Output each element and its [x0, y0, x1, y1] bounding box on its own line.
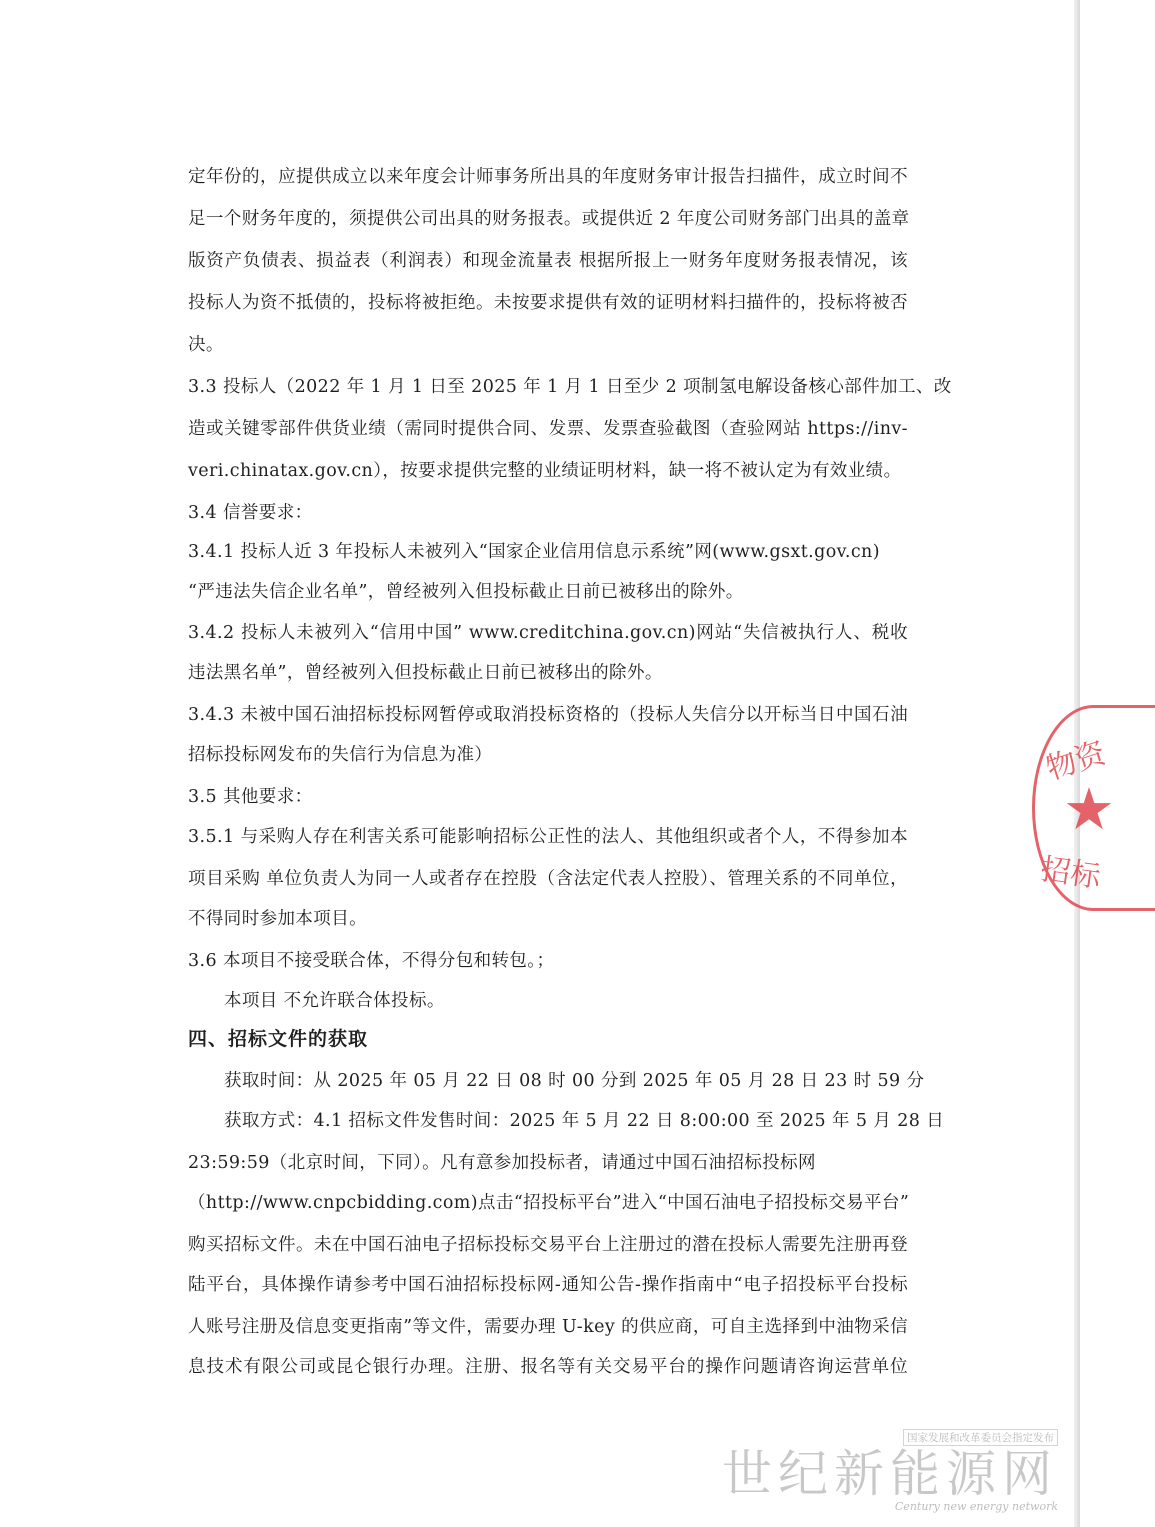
body-line-8: veri.chinatax.gov.cn），按要求提供完整的业绩证明材料，缺一将不被认定为有效业绩。 — [188, 461, 902, 481]
body-line-27: 购买招标文件。未在中国石油电子招标投标交易平台上注册过的潜在投标人需要先注册再登 — [188, 1235, 908, 1255]
red-seal-stamp — [1032, 705, 1155, 911]
body-line-10: 3.4.1 投标人近 3 年投标人未被列入“国家企业信用信息示系统”网(www.gsxt.gov.cn) — [188, 542, 880, 562]
watermark-logo-text: 世纪新能源网 — [722, 1445, 1058, 1503]
body-line-13: 违法黑名单”，曾经被列入但投标截止日前已被移出的除外。 — [188, 663, 663, 683]
watermark-english-text: Century new energy network — [894, 1500, 1058, 1513]
body-line-14: 3.4.3 未被中国石油招标投标网暂停或取消投标资格的（投标人失信分以开标当日中国石油 — [188, 705, 908, 725]
stamp-text-top: 物资 — [1042, 735, 1111, 788]
body-line-30: 息技术有限公司或昆仑银行办理。注册、报名等有关交易平台的操作问题请咨询运营单位 — [188, 1357, 908, 1377]
body-line-23: 获取时间：从 2025 年 05 月 22 日 08 时 00 分到 2025 年 05 月 28 日 23 时 59 分 — [224, 1071, 925, 1091]
body-line-21: 本项目 不允许联合体投标。 — [224, 991, 445, 1011]
stamp-text-bottom: 招标 — [1038, 851, 1103, 895]
body-line-29: 人账号注册及信息变更指南”等文件，需要办理 U-key 的供应商，可自主选择到中油物采信 — [188, 1317, 908, 1337]
body-line-28: 陆平台，具体操作请参考中国石油招标投标网-通知公告-操作指南中“电子招投标平台投标 — [188, 1275, 908, 1295]
body-line-11: “严违法失信企业名单”，曾经被列入但投标截止日前已被移出的除外。 — [188, 582, 744, 602]
watermark-small-text: 国家发展和改革委员会指定发布 — [903, 1429, 1058, 1446]
body-line-6: 3.3 投标人（2022 年 1 月 1 日至 2025 年 1 月 1 日至少 2 项制氢电解设备核心部件加工、改 — [188, 377, 952, 397]
body-line-24: 获取方式：4.1 招标文件发售时间：2025 年 5 月 22 日 8:00:00 至 2025 年 5 月 28 日 — [224, 1111, 945, 1131]
body-line-1: 定年份的，应提供成立以来年度会计师事务所出具的年度财务审计报告扫描件，成立时间不 — [188, 167, 908, 187]
body-line-15: 招标投标网发布的失信行为信息为准） — [188, 745, 493, 765]
body-line-26: （http://www.cnpcbidding.com)点击“招投标平台”进入“中国石油电子招投标交易平台” — [188, 1193, 910, 1213]
body-line-19: 不得同时参加本项目。 — [188, 909, 367, 929]
body-line-5: 决。 — [188, 335, 224, 355]
body-line-4: 投标人为资不抵债的，投标将被拒绝。未按要求提供有效的证明材料扫描件的，投标将被否 — [188, 293, 908, 313]
body-line-17: 3.5.1 与采购人存在利害关系可能影响招标公正性的法人、其他组织或者个人，不得参加本 — [188, 827, 908, 847]
body-line-20: 3.6 本项目不接受联合体，不得分包和转包。； — [188, 951, 555, 971]
body-line-25: 23:59:59（北京时间，下同）。凡有意参加投标者，请通过中国石油招标投标网 — [188, 1153, 816, 1173]
body-line-3: 版资产负债表、损益表（利润表）和现金流量表 根据所报上一财务年度财务报表情况，该 — [188, 251, 908, 271]
body-line-12: 3.4.2 投标人未被列入“信用中国” www.creditchina.gov.cn)网站“失信被执行人、税收 — [188, 623, 908, 643]
body-line-16: 3.5 其他要求： — [188, 787, 313, 807]
body-line-2: 足一个财务年度的，须提供公司出具的财务报表。或提供近 2 年度公司财务部门出具的盖章 — [188, 209, 910, 229]
body-line-18: 项目采购 单位负责人为同一人或者存在控股（含法定代表人控股）、管理关系的不同单位， — [188, 869, 908, 889]
body-line-9: 3.4 信誉要求： — [188, 503, 313, 523]
body-line-7: 造或关键零部件供货业绩（需同时提供合同、发票、发票查验截图（查验网站 https://inv- — [188, 419, 908, 439]
section-heading: 四、招标文件的获取 — [188, 1028, 369, 1050]
watermark — [722, 1426, 1058, 1513]
stamp-star-icon: ★ — [1063, 775, 1115, 843]
